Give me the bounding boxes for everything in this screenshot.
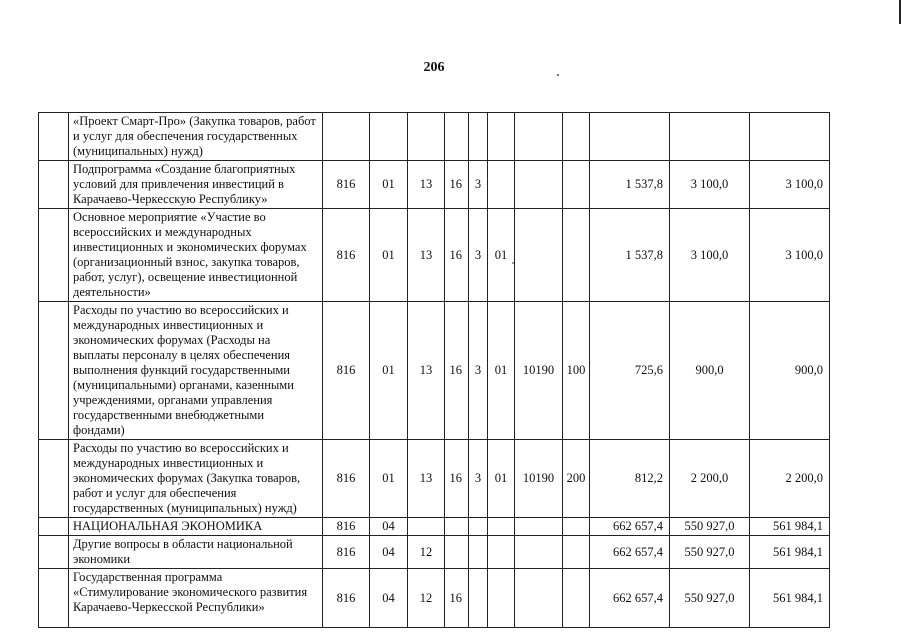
cell-s1: 1 537,8 bbox=[590, 209, 670, 302]
cell-c1 bbox=[445, 113, 469, 161]
cell-vr bbox=[563, 518, 590, 536]
cell-s1: 1 537,8 bbox=[590, 161, 670, 209]
cell-index bbox=[39, 536, 69, 569]
cell-c1: 16 bbox=[445, 440, 469, 518]
cell-rz: 04 bbox=[370, 536, 408, 569]
cell-s1: 725,6 bbox=[590, 302, 670, 440]
cell-c2 bbox=[469, 569, 488, 628]
cell-s2: 900,0 bbox=[670, 302, 750, 440]
cell-c4 bbox=[515, 161, 563, 209]
cell-name: Другие вопросы в области национальной экономики bbox=[69, 536, 323, 569]
cell-rz: 04 bbox=[370, 569, 408, 628]
cell-vr: 100 bbox=[563, 302, 590, 440]
cell-c4 bbox=[515, 113, 563, 161]
cell-s2: 550 927,0 bbox=[670, 536, 750, 569]
page-number: 206 bbox=[423, 60, 445, 75]
cell-c3 bbox=[488, 518, 515, 536]
cell-vr bbox=[563, 161, 590, 209]
cell-rz bbox=[370, 113, 408, 161]
cell-pr: 12 bbox=[408, 536, 445, 569]
cell-c4: 10190 bbox=[515, 302, 563, 440]
table-row bbox=[39, 518, 830, 536]
cell-rz: 01 bbox=[370, 161, 408, 209]
cell-index bbox=[39, 518, 69, 536]
table-row bbox=[39, 440, 830, 518]
table-row bbox=[39, 209, 830, 302]
cell-s3 bbox=[750, 113, 830, 161]
cell-s1: 662 657,4 bbox=[590, 518, 670, 536]
cell-s3: 900,0 bbox=[750, 302, 830, 440]
cell-c2 bbox=[469, 518, 488, 536]
cell-adm: 816 bbox=[323, 569, 370, 628]
cell-adm: 816 bbox=[323, 302, 370, 440]
budget-table bbox=[38, 112, 830, 628]
cell-c1: 16 bbox=[445, 569, 469, 628]
cell-name: Государственная программа «Стимулирование экономического развития Карачаево-Черкесской Республики» bbox=[69, 569, 323, 628]
cell-rz: 01 bbox=[370, 440, 408, 518]
cell-c4: 10190 bbox=[515, 440, 563, 518]
cell-vr bbox=[563, 569, 590, 628]
cell-c3: 01 bbox=[488, 302, 515, 440]
cell-name: Основное мероприятие «Участие во всероссийских и международных инвестиционных и экономических форумах (организационный взнос, закупка товаров, работ, услуг), освещение инвестиционной деятельности» bbox=[69, 209, 323, 302]
cell-c1: 16 bbox=[445, 302, 469, 440]
cell-s1: 662 657,4 bbox=[590, 569, 670, 628]
cell-vr: 200 bbox=[563, 440, 590, 518]
cell-pr: 12 bbox=[408, 569, 445, 628]
cell-vr bbox=[563, 113, 590, 161]
cell-c4 bbox=[515, 536, 563, 569]
cell-index bbox=[39, 161, 69, 209]
cell-c1: 16 bbox=[445, 209, 469, 302]
cell-name: Подпрограмма «Создание благоприятных условий для привлечения инвестиций в Карачаево-Черкесскую Республику» bbox=[69, 161, 323, 209]
table-row bbox=[39, 569, 830, 628]
cell-s2 bbox=[670, 113, 750, 161]
cell-s1: 662 657,4 bbox=[590, 536, 670, 569]
cell-s3: 2 200,0 bbox=[750, 440, 830, 518]
cell-c4 bbox=[515, 518, 563, 536]
cell-s2: 550 927,0 bbox=[670, 518, 750, 536]
cell-pr bbox=[408, 113, 445, 161]
table-row bbox=[39, 113, 830, 161]
cell-c4 bbox=[515, 209, 563, 302]
cell-adm: 816 bbox=[323, 209, 370, 302]
cell-c2: 3 bbox=[469, 209, 488, 302]
cell-c2 bbox=[469, 536, 488, 569]
cell-c1 bbox=[445, 518, 469, 536]
cell-c3: 01 bbox=[488, 209, 515, 302]
cell-adm: 816 bbox=[323, 518, 370, 536]
cell-adm: 816 bbox=[323, 536, 370, 569]
page-edge-mark bbox=[899, 0, 901, 24]
cell-rz: 04 bbox=[370, 518, 408, 536]
scan-speck bbox=[557, 74, 559, 76]
cell-s3: 561 984,1 bbox=[750, 536, 830, 569]
cell-index bbox=[39, 569, 69, 628]
cell-pr: 13 bbox=[408, 302, 445, 440]
cell-name: «Проект Смарт-Про» (Закупка товаров, работ и услуг для обеспечения государственных (муниципальных) нужд) bbox=[69, 113, 323, 161]
cell-s1: 812,2 bbox=[590, 440, 670, 518]
cell-c4 bbox=[515, 569, 563, 628]
cell-s2: 3 100,0 bbox=[670, 161, 750, 209]
cell-rz: 01 bbox=[370, 302, 408, 440]
cell-c3 bbox=[488, 113, 515, 161]
cell-c2: 3 bbox=[469, 440, 488, 518]
cell-adm bbox=[323, 113, 370, 161]
cell-c3 bbox=[488, 569, 515, 628]
cell-index bbox=[39, 113, 69, 161]
cell-rz: 01 bbox=[370, 209, 408, 302]
cell-pr: 13 bbox=[408, 209, 445, 302]
cell-c2 bbox=[469, 113, 488, 161]
cell-c2: 3 bbox=[469, 161, 488, 209]
cell-s2: 3 100,0 bbox=[670, 209, 750, 302]
cell-s3: 561 984,1 bbox=[750, 518, 830, 536]
cell-s2: 550 927,0 bbox=[670, 569, 750, 628]
cell-adm: 816 bbox=[323, 161, 370, 209]
cell-s1 bbox=[590, 113, 670, 161]
cell-vr bbox=[563, 536, 590, 569]
table-row bbox=[39, 302, 830, 440]
cell-s3: 3 100,0 bbox=[750, 161, 830, 209]
cell-s2: 2 200,0 bbox=[670, 440, 750, 518]
cell-name: Расходы по участию во всероссийских и международных инвестиционных и экономических форумах (Закупка товаров, работ и услуг для обеспечения государственных (муниципальных) нужд) bbox=[69, 440, 323, 518]
cell-s3: 561 984,1 bbox=[750, 569, 830, 628]
cell-c1 bbox=[445, 536, 469, 569]
cell-c1: 16 bbox=[445, 161, 469, 209]
cell-index bbox=[39, 209, 69, 302]
cell-index bbox=[39, 302, 69, 440]
cell-c3: 01 bbox=[488, 440, 515, 518]
cell-name: НАЦИОНАЛЬНАЯ ЭКОНОМИКА bbox=[69, 518, 323, 536]
cell-pr: 13 bbox=[408, 440, 445, 518]
table-row bbox=[39, 161, 830, 209]
cell-c3 bbox=[488, 536, 515, 569]
cell-c3 bbox=[488, 161, 515, 209]
cell-s3: 3 100,0 bbox=[750, 209, 830, 302]
cell-vr bbox=[563, 209, 590, 302]
cell-c2: 3 bbox=[469, 302, 488, 440]
cell-name: Расходы по участию во всероссийских и международных инвестиционных и экономических форумах (Расходы на выплаты персоналу в целях обеспечения выполнения функций государственными (муниципальными) органами, казенными учреждениями, органами управления государственными внебюджетными фондами) bbox=[69, 302, 323, 440]
cell-pr bbox=[408, 518, 445, 536]
cell-adm: 816 bbox=[323, 440, 370, 518]
cell-index bbox=[39, 440, 69, 518]
cell-pr: 13 bbox=[408, 161, 445, 209]
table-row bbox=[39, 536, 830, 569]
